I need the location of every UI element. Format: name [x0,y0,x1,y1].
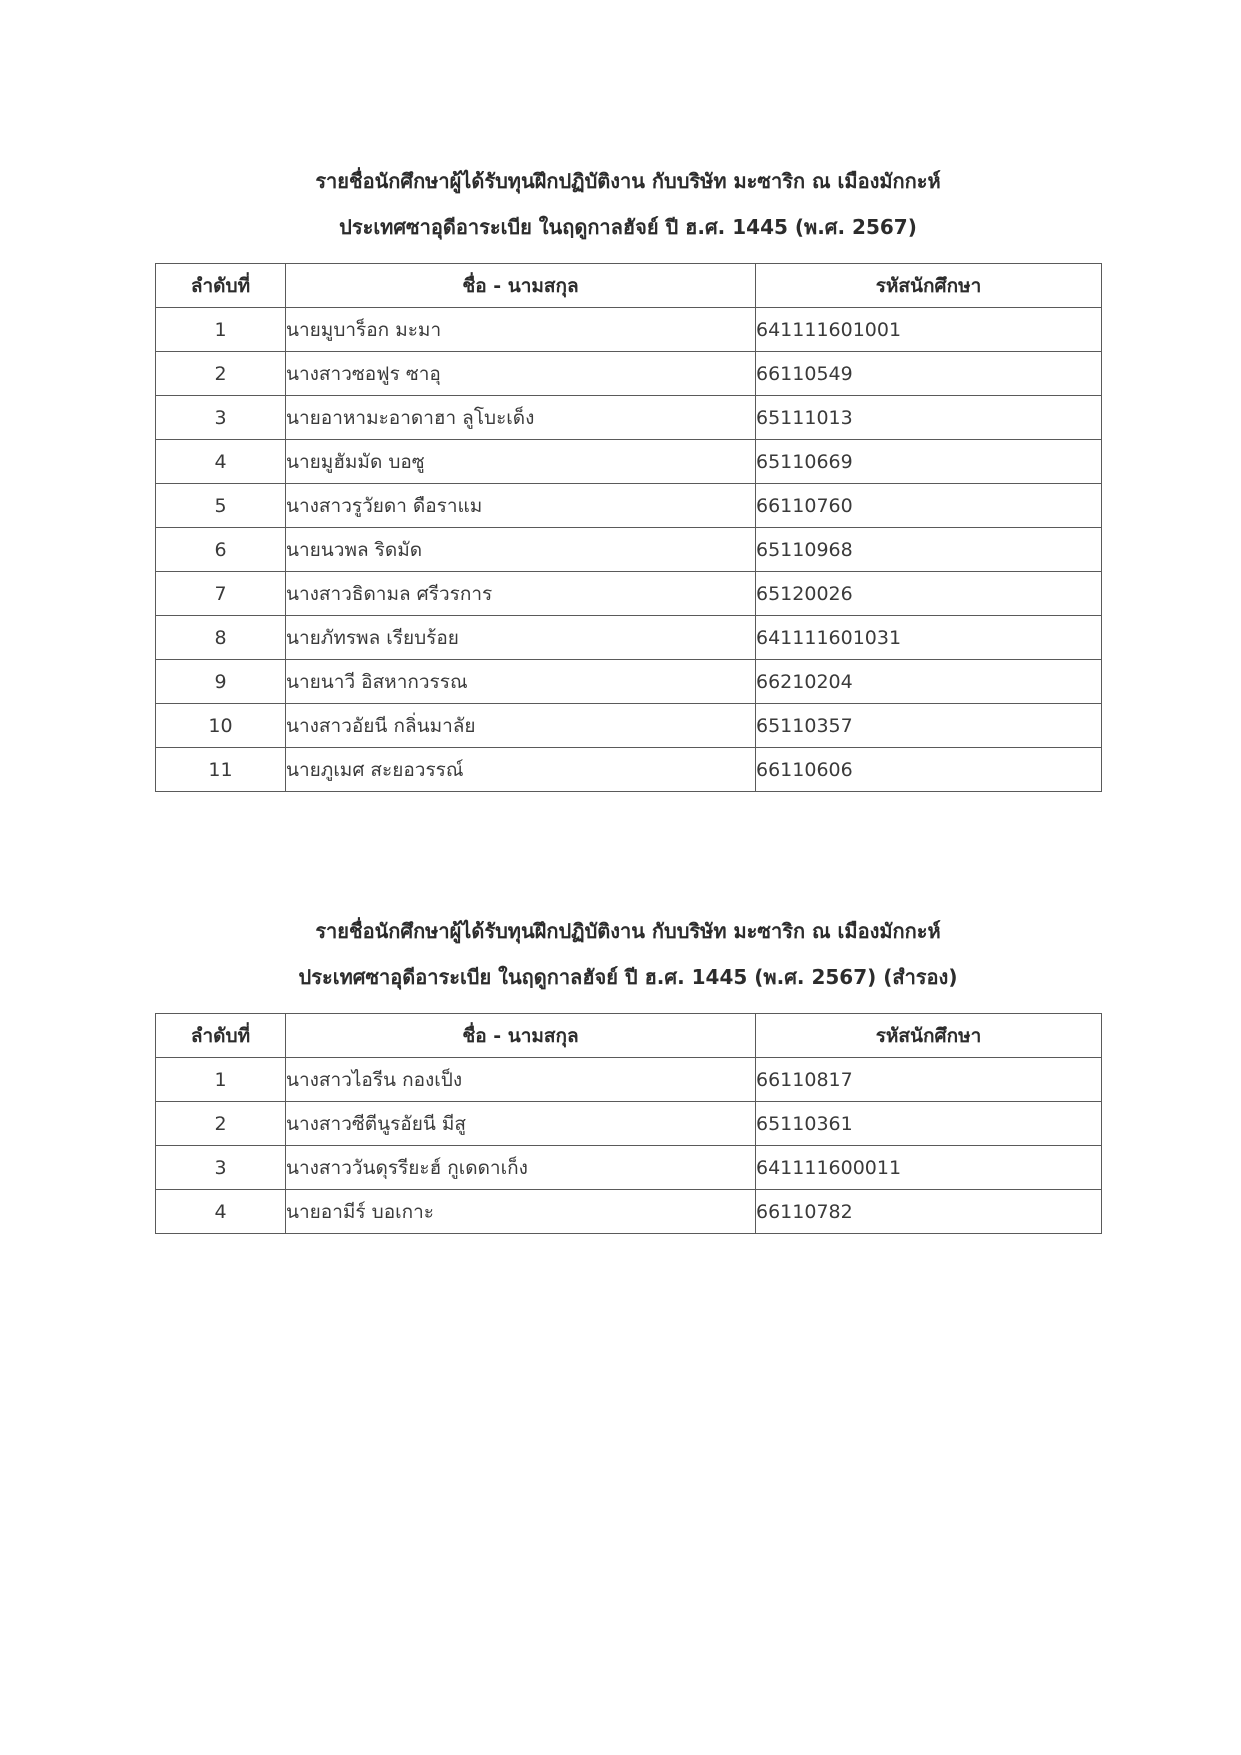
row-no: 3 [156,1146,286,1190]
row-no: 11 [156,748,286,792]
row-student-id: 65110968 [756,528,1102,572]
row-name: นางสาวธิดามล ศรีวรการ [286,572,756,616]
header-no: ลำดับที่ [156,264,286,308]
row-name: นายมูบาร็อก มะมา [286,308,756,352]
row-no: 10 [156,704,286,748]
table-row [156,484,1102,528]
table-row [156,396,1102,440]
row-student-id: 65110357 [756,704,1102,748]
row-no: 7 [156,572,286,616]
row-name: นางสาวซอฟูร ซาอุ [286,352,756,396]
row-student-id: 65110669 [756,440,1102,484]
title-line-2: ประเทศซาอุดีอาระเบีย ในฤดูกาลฮัจย์ ปี ฮ.ศ. 1445 (พ.ศ. 2567) [339,215,917,239]
table-row [156,616,1102,660]
header-student-id: รหัสนักศึกษา [756,264,1102,308]
row-no: 2 [156,1102,286,1146]
row-name: นางสาววันดุรรียะฮ์ กูเดดาเก็ง [286,1146,756,1190]
row-name: นายนาวี อิสหากวรรณ [286,660,756,704]
student-table [155,263,1102,792]
table-row [156,572,1102,616]
row-no: 4 [156,1190,286,1234]
row-no: 4 [156,440,286,484]
row-student-id: 66110606 [756,748,1102,792]
row-name: นางสาวอัยนี กลิ่นมาลัย [286,704,756,748]
title-line-1: รายชื่อนักศึกษาผู้ได้รับทุนฝึกปฏิบัติงาน กับบริษัท มะซาริก ณ เมืองมักกะห์ [315,919,941,943]
row-student-id: 66110817 [756,1058,1102,1102]
header-name: ชื่อ - นามสกุล [286,264,756,308]
row-student-id: 66110782 [756,1190,1102,1234]
row-student-id: 65110361 [756,1102,1102,1146]
table-row [156,704,1102,748]
row-name: นายอาหามะอาดาฮา ลูโบะเด็ง [286,396,756,440]
row-name: นางสาวไอรีน กองเป็ง [286,1058,756,1102]
row-no: 6 [156,528,286,572]
row-name: นายภูเมศ สะยอวรรณ์ [286,748,756,792]
header-no: ลำดับที่ [156,1014,286,1058]
row-no: 1 [156,308,286,352]
table-row [156,352,1102,396]
row-name: นายนวพล ริดมัด [286,528,756,572]
row-no: 2 [156,352,286,396]
row-name: นายมูฮัมมัด บอซู [286,440,756,484]
table-row [156,528,1102,572]
row-no: 1 [156,1058,286,1102]
table-row [156,1102,1102,1146]
row-student-id: 66110760 [756,484,1102,528]
table-row [156,1146,1102,1190]
reserve-list-section [155,908,1101,1234]
row-student-id: 641111601001 [756,308,1102,352]
row-no: 8 [156,616,286,660]
row-student-id: 65120026 [756,572,1102,616]
table-row [156,748,1102,792]
table-header-row [156,264,1102,308]
reserve-student-table [155,1013,1102,1234]
header-name: ชื่อ - นามสกุล [286,1014,756,1058]
row-name: นายอามีร์ บอเกาะ [286,1190,756,1234]
row-no: 5 [156,484,286,528]
row-student-id: 66110549 [756,352,1102,396]
table-row [156,440,1102,484]
row-name: นายภัทรพล เรียบร้อย [286,616,756,660]
scholarship-list-section [155,158,1101,792]
row-name: นางสาวรูวัยดา ดือราแม [286,484,756,528]
row-student-id: 65111013 [756,396,1102,440]
row-no: 9 [156,660,286,704]
table-row [156,308,1102,352]
header-student-id: รหัสนักศึกษา [756,1014,1102,1058]
table-row [156,660,1102,704]
row-name: นางสาวซีตีนูรอัยนี มีสู [286,1102,756,1146]
row-no: 3 [156,396,286,440]
table-header-row [156,1014,1102,1058]
reserve-list-title [155,908,1101,1000]
table-row [156,1190,1102,1234]
row-student-id: 641111600011 [756,1146,1102,1190]
table-row [156,1058,1102,1102]
list-title [155,158,1101,250]
row-student-id: 641111601031 [756,616,1102,660]
title-line-2: ประเทศซาอุดีอาระเบีย ในฤดูกาลฮัจย์ ปี ฮ.ศ. 1445 (พ.ศ. 2567) (สำรอง) [298,965,958,989]
row-student-id: 66210204 [756,660,1102,704]
title-line-1: รายชื่อนักศึกษาผู้ได้รับทุนฝึกปฏิบัติงาน กับบริษัท มะซาริก ณ เมืองมักกะห์ [315,169,941,193]
